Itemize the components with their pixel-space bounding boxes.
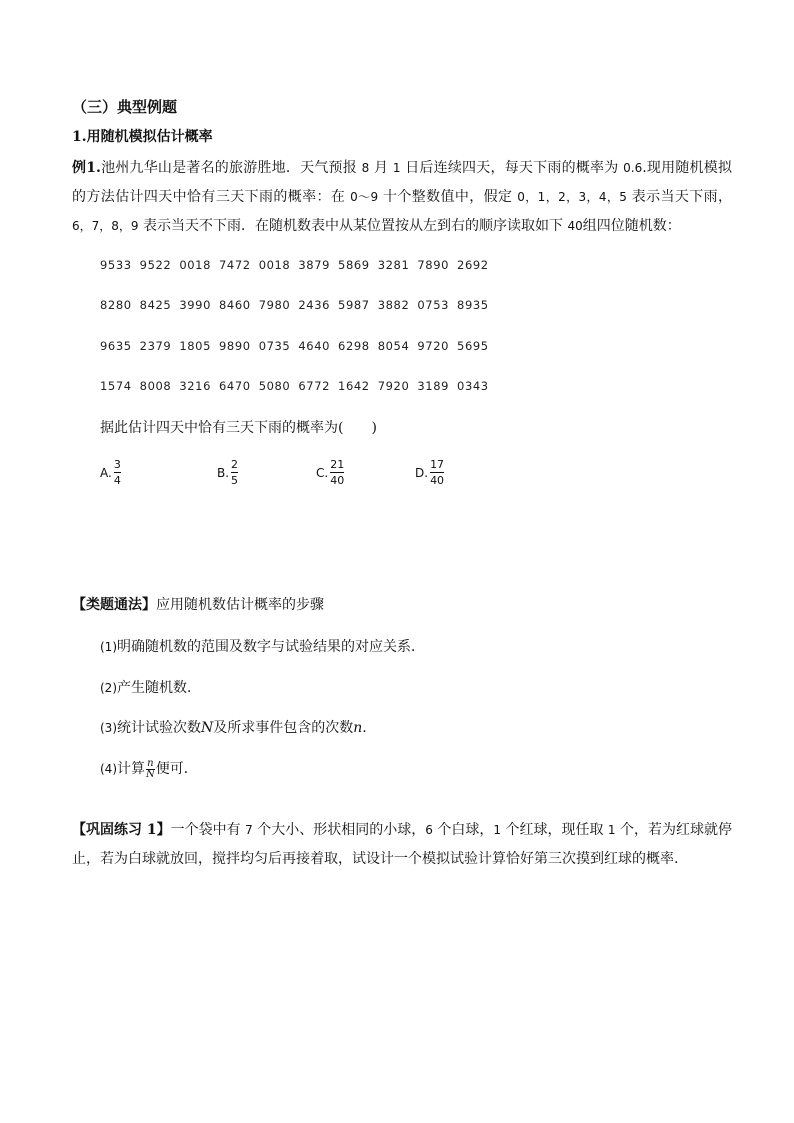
option-d[interactable] xyxy=(415,458,444,487)
method-label: 【类题通法】 xyxy=(72,597,156,613)
option-d-label: D. xyxy=(415,465,429,480)
practice-text-1: 一个袋中有 xyxy=(170,822,241,838)
random-number: 8054 xyxy=(377,339,410,353)
option-a-label: A. xyxy=(100,465,112,480)
step-text: 及所求事件包含的次数 xyxy=(213,720,354,736)
example-text-7: 表示当天不下雨．在随机数表中从某位置按从左到右的顺序读取如下 xyxy=(143,218,563,234)
random-number: 0018 xyxy=(258,258,291,272)
method-step-1 xyxy=(100,636,425,656)
random-row-2 xyxy=(100,298,497,312)
random-number: 8280 xyxy=(100,298,132,312)
random-number: 1642 xyxy=(338,379,370,393)
random-number: 3882 xyxy=(377,298,410,312)
example-dry-digits: 6，7，8，9 xyxy=(72,219,139,233)
random-number: 9890 xyxy=(219,339,251,353)
random-number: 8460 xyxy=(219,298,251,312)
variable-N: N xyxy=(201,720,214,736)
section-title: （三）典型例题 xyxy=(72,98,178,116)
random-row-4 xyxy=(100,379,497,393)
random-number: 8935 xyxy=(457,298,489,312)
example-text-5: 十个整数值中，假定 xyxy=(383,189,513,205)
random-number: 9720 xyxy=(417,339,450,353)
random-number: 3879 xyxy=(298,258,331,272)
practice-text-2: 个大小、形状相同的小球， xyxy=(257,822,426,838)
random-number: 5080 xyxy=(258,379,291,393)
random-number: 2692 xyxy=(457,258,489,272)
practice-label: 【巩固练习 1】 xyxy=(72,822,171,838)
random-number: 5987 xyxy=(338,298,370,312)
fraction-bar xyxy=(231,472,238,473)
fraction-denominator: 40 xyxy=(330,474,345,487)
step-text: 计算 xyxy=(117,761,145,777)
option-b[interactable] xyxy=(217,458,238,487)
random-number: 6772 xyxy=(298,379,331,393)
random-row-3 xyxy=(100,339,497,353)
random-row-1 xyxy=(100,258,497,272)
example-probability: 0.6 xyxy=(623,161,643,175)
random-number: 3189 xyxy=(417,379,450,393)
example-day: 1 xyxy=(392,161,401,175)
practice-number: 1 xyxy=(493,823,501,837)
practice-text-3: 个白球， xyxy=(437,822,494,838)
fraction-bar xyxy=(114,472,121,473)
example-range: 0～9 xyxy=(350,190,379,204)
example-text-6: 表示当天下雨， xyxy=(631,189,733,205)
practice-number: 7 xyxy=(245,823,253,837)
practice-number: 6 xyxy=(425,823,433,837)
random-number: 0343 xyxy=(457,379,489,393)
practice-text-4: 个红球，现任取 xyxy=(505,822,604,838)
method-step-3 xyxy=(100,717,367,737)
fraction-numerator: 21 xyxy=(330,458,345,471)
method-step-4 xyxy=(100,758,198,780)
example-paragraph xyxy=(72,154,732,241)
random-number: 0753 xyxy=(417,298,450,312)
example-month: 8 xyxy=(361,161,370,175)
option-d-fraction xyxy=(430,458,444,487)
step-text: 明确随机数的范围及数字与试验结果的对应关系． xyxy=(117,639,425,655)
fraction-numerator: 2 xyxy=(231,458,239,471)
inline-fraction xyxy=(146,759,155,780)
method-step-2 xyxy=(100,677,201,697)
step-text: 便可． xyxy=(155,761,198,777)
example-rain-digits: 0，1，2，3，4，5 xyxy=(517,190,627,204)
example-text-8: 组四位随机数： xyxy=(582,218,681,234)
step-index: (3) xyxy=(100,721,117,735)
practice-text-5: 个，若为红球就停止，若为白球就放回，搅拌均匀后再接着取，试设计一个模拟试验计算恰好第三次摸到红球的概率. xyxy=(72,822,733,867)
random-number: 2379 xyxy=(139,339,172,353)
random-number: 0735 xyxy=(258,339,291,353)
step-text: . xyxy=(362,720,367,736)
random-number: 5695 xyxy=(457,339,489,353)
random-number: 7980 xyxy=(258,298,291,312)
fraction-bar xyxy=(330,472,344,473)
option-c[interactable] xyxy=(316,458,344,487)
random-number: 8425 xyxy=(139,298,172,312)
random-number: 7920 xyxy=(377,379,410,393)
random-number: 9522 xyxy=(139,258,172,272)
random-number: 3281 xyxy=(377,258,410,272)
example-text-1: 池州九华山是著名的旅游胜地．天气预报 xyxy=(100,160,357,176)
random-number: 3216 xyxy=(179,379,212,393)
random-number: 1574 xyxy=(100,379,132,393)
option-a[interactable] xyxy=(100,458,121,487)
fraction-denominator: 5 xyxy=(231,474,239,487)
random-number: 6298 xyxy=(338,339,370,353)
question-text: 据此估计四天中恰有三天下雨的概率为( ) xyxy=(100,420,377,436)
option-b-label: B. xyxy=(217,465,230,480)
step-text: 统计试验次数 xyxy=(117,720,201,736)
fraction-numerator: n xyxy=(147,757,154,769)
fraction-denominator: 40 xyxy=(430,474,445,487)
random-number: 7890 xyxy=(417,258,450,272)
practice-paragraph xyxy=(72,816,732,874)
variable-n: n xyxy=(353,720,363,736)
random-number: 3990 xyxy=(179,298,212,312)
method-title: 应用随机数估计概率的步骤 xyxy=(156,597,324,613)
fraction-denominator: 4 xyxy=(113,474,121,487)
option-c-fraction xyxy=(330,458,344,487)
random-number: 9533 xyxy=(100,258,132,272)
fraction-numerator: 17 xyxy=(430,458,445,471)
random-number: 9635 xyxy=(100,339,132,353)
random-number: 7472 xyxy=(219,258,251,272)
option-c-label: C. xyxy=(316,465,329,480)
fraction-numerator: 3 xyxy=(113,458,121,471)
step-text: 产生随机数． xyxy=(117,680,201,696)
random-number: 1805 xyxy=(179,339,212,353)
fraction-denominator: N xyxy=(146,768,155,780)
random-number: 5869 xyxy=(338,258,370,272)
example-label: 例1. xyxy=(72,160,101,176)
random-number: 0018 xyxy=(179,258,212,272)
example-text-2: 月 xyxy=(373,160,389,176)
example-count: 40 xyxy=(567,219,583,233)
random-number: 2436 xyxy=(298,298,331,312)
subsection-title: 1.用随机模拟估计概率 xyxy=(72,129,213,145)
random-number: 4640 xyxy=(298,339,331,353)
example-text-3: 日后连续四天，每天下雨的概率为 xyxy=(405,160,619,176)
option-a-fraction xyxy=(114,458,121,487)
method-heading xyxy=(72,594,324,614)
fraction-bar xyxy=(430,472,444,473)
random-number: 6470 xyxy=(219,379,251,393)
step-index: (4) xyxy=(100,762,117,776)
practice-number: 1 xyxy=(607,823,616,837)
step-index: (2) xyxy=(100,681,117,695)
option-b-fraction xyxy=(231,458,238,487)
random-number: 8008 xyxy=(139,379,172,393)
example-text-4: .现用随机模拟的方法估计四天中恰有三天下雨的概率：在 xyxy=(72,160,732,205)
step-index: (1) xyxy=(100,640,117,654)
